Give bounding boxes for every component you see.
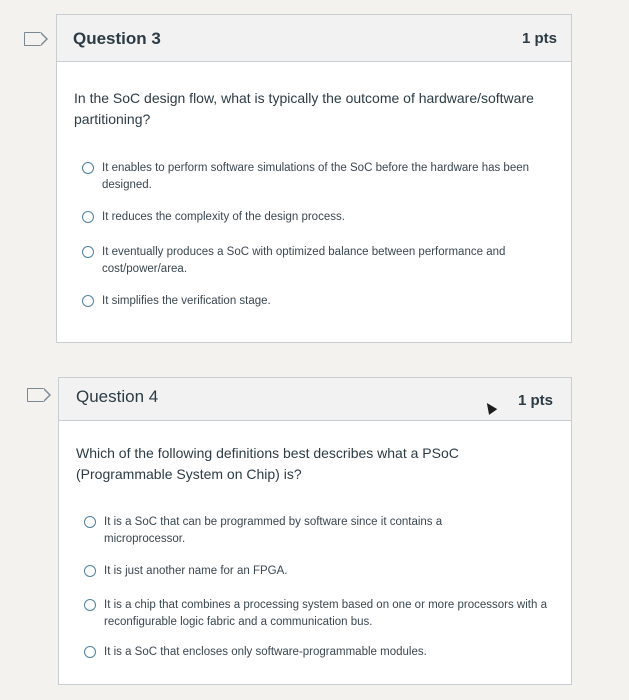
question-text: Which of the following definitions best describes what a PSoC (Programmable System on Chip) is? xyxy=(76,445,459,482)
answer-label: It simplifies the verification stage. xyxy=(102,295,271,307)
radio-button-icon[interactable] xyxy=(82,211,94,223)
question-points: 1 pts xyxy=(521,30,557,47)
question-title: Question 3 xyxy=(73,29,161,48)
answer-option[interactable] xyxy=(82,160,552,194)
answer-label: It enables to perform software simulations of the SoC before the hardware has been designed. xyxy=(102,162,530,191)
question-header xyxy=(57,15,571,62)
answer-option[interactable] xyxy=(82,293,552,310)
answer-label: It is a SoC that encloses only software-programmable modules. xyxy=(104,646,427,658)
answer-label: It eventually produces a SoC with optimized balance between performance and cost/power/area. xyxy=(102,246,506,275)
answer-label: It is just another name for an FPGA. xyxy=(104,565,288,577)
answer-label: It is a SoC that can be programmed by software since it contains a microprocessor. xyxy=(104,516,443,545)
question-title: Question 4 xyxy=(76,387,159,406)
answer-option[interactable] xyxy=(84,644,554,661)
radio-button-icon[interactable] xyxy=(84,646,96,658)
radio-button-icon[interactable] xyxy=(82,162,94,174)
radio-button-icon[interactable] xyxy=(84,599,96,611)
question-text: In the SoC design flow, what is typically the outcome of hardware/software partitioning? xyxy=(74,90,534,127)
flag-question-icon[interactable] xyxy=(24,32,41,46)
question-card-4 xyxy=(58,377,572,685)
flag-question-icon[interactable] xyxy=(27,388,44,402)
radio-button-icon[interactable] xyxy=(82,295,94,307)
question-header xyxy=(59,378,571,421)
question-card-3 xyxy=(56,14,572,343)
answer-label: It reduces the complexity of the design process. xyxy=(102,211,345,223)
answer-option[interactable] xyxy=(84,563,554,580)
answer-option[interactable] xyxy=(84,514,464,548)
answer-option[interactable] xyxy=(84,597,554,631)
question-points: 1 pts xyxy=(517,392,553,409)
answer-option[interactable] xyxy=(82,209,552,226)
answer-label: It is a chip that combines a processing system based on one or more processors with a reconfigurable logic fabric and a communication bus. xyxy=(104,599,547,628)
radio-button-icon[interactable] xyxy=(82,246,94,258)
radio-button-icon[interactable] xyxy=(84,516,96,528)
radio-button-icon[interactable] xyxy=(84,565,96,577)
answer-option[interactable] xyxy=(82,244,552,278)
